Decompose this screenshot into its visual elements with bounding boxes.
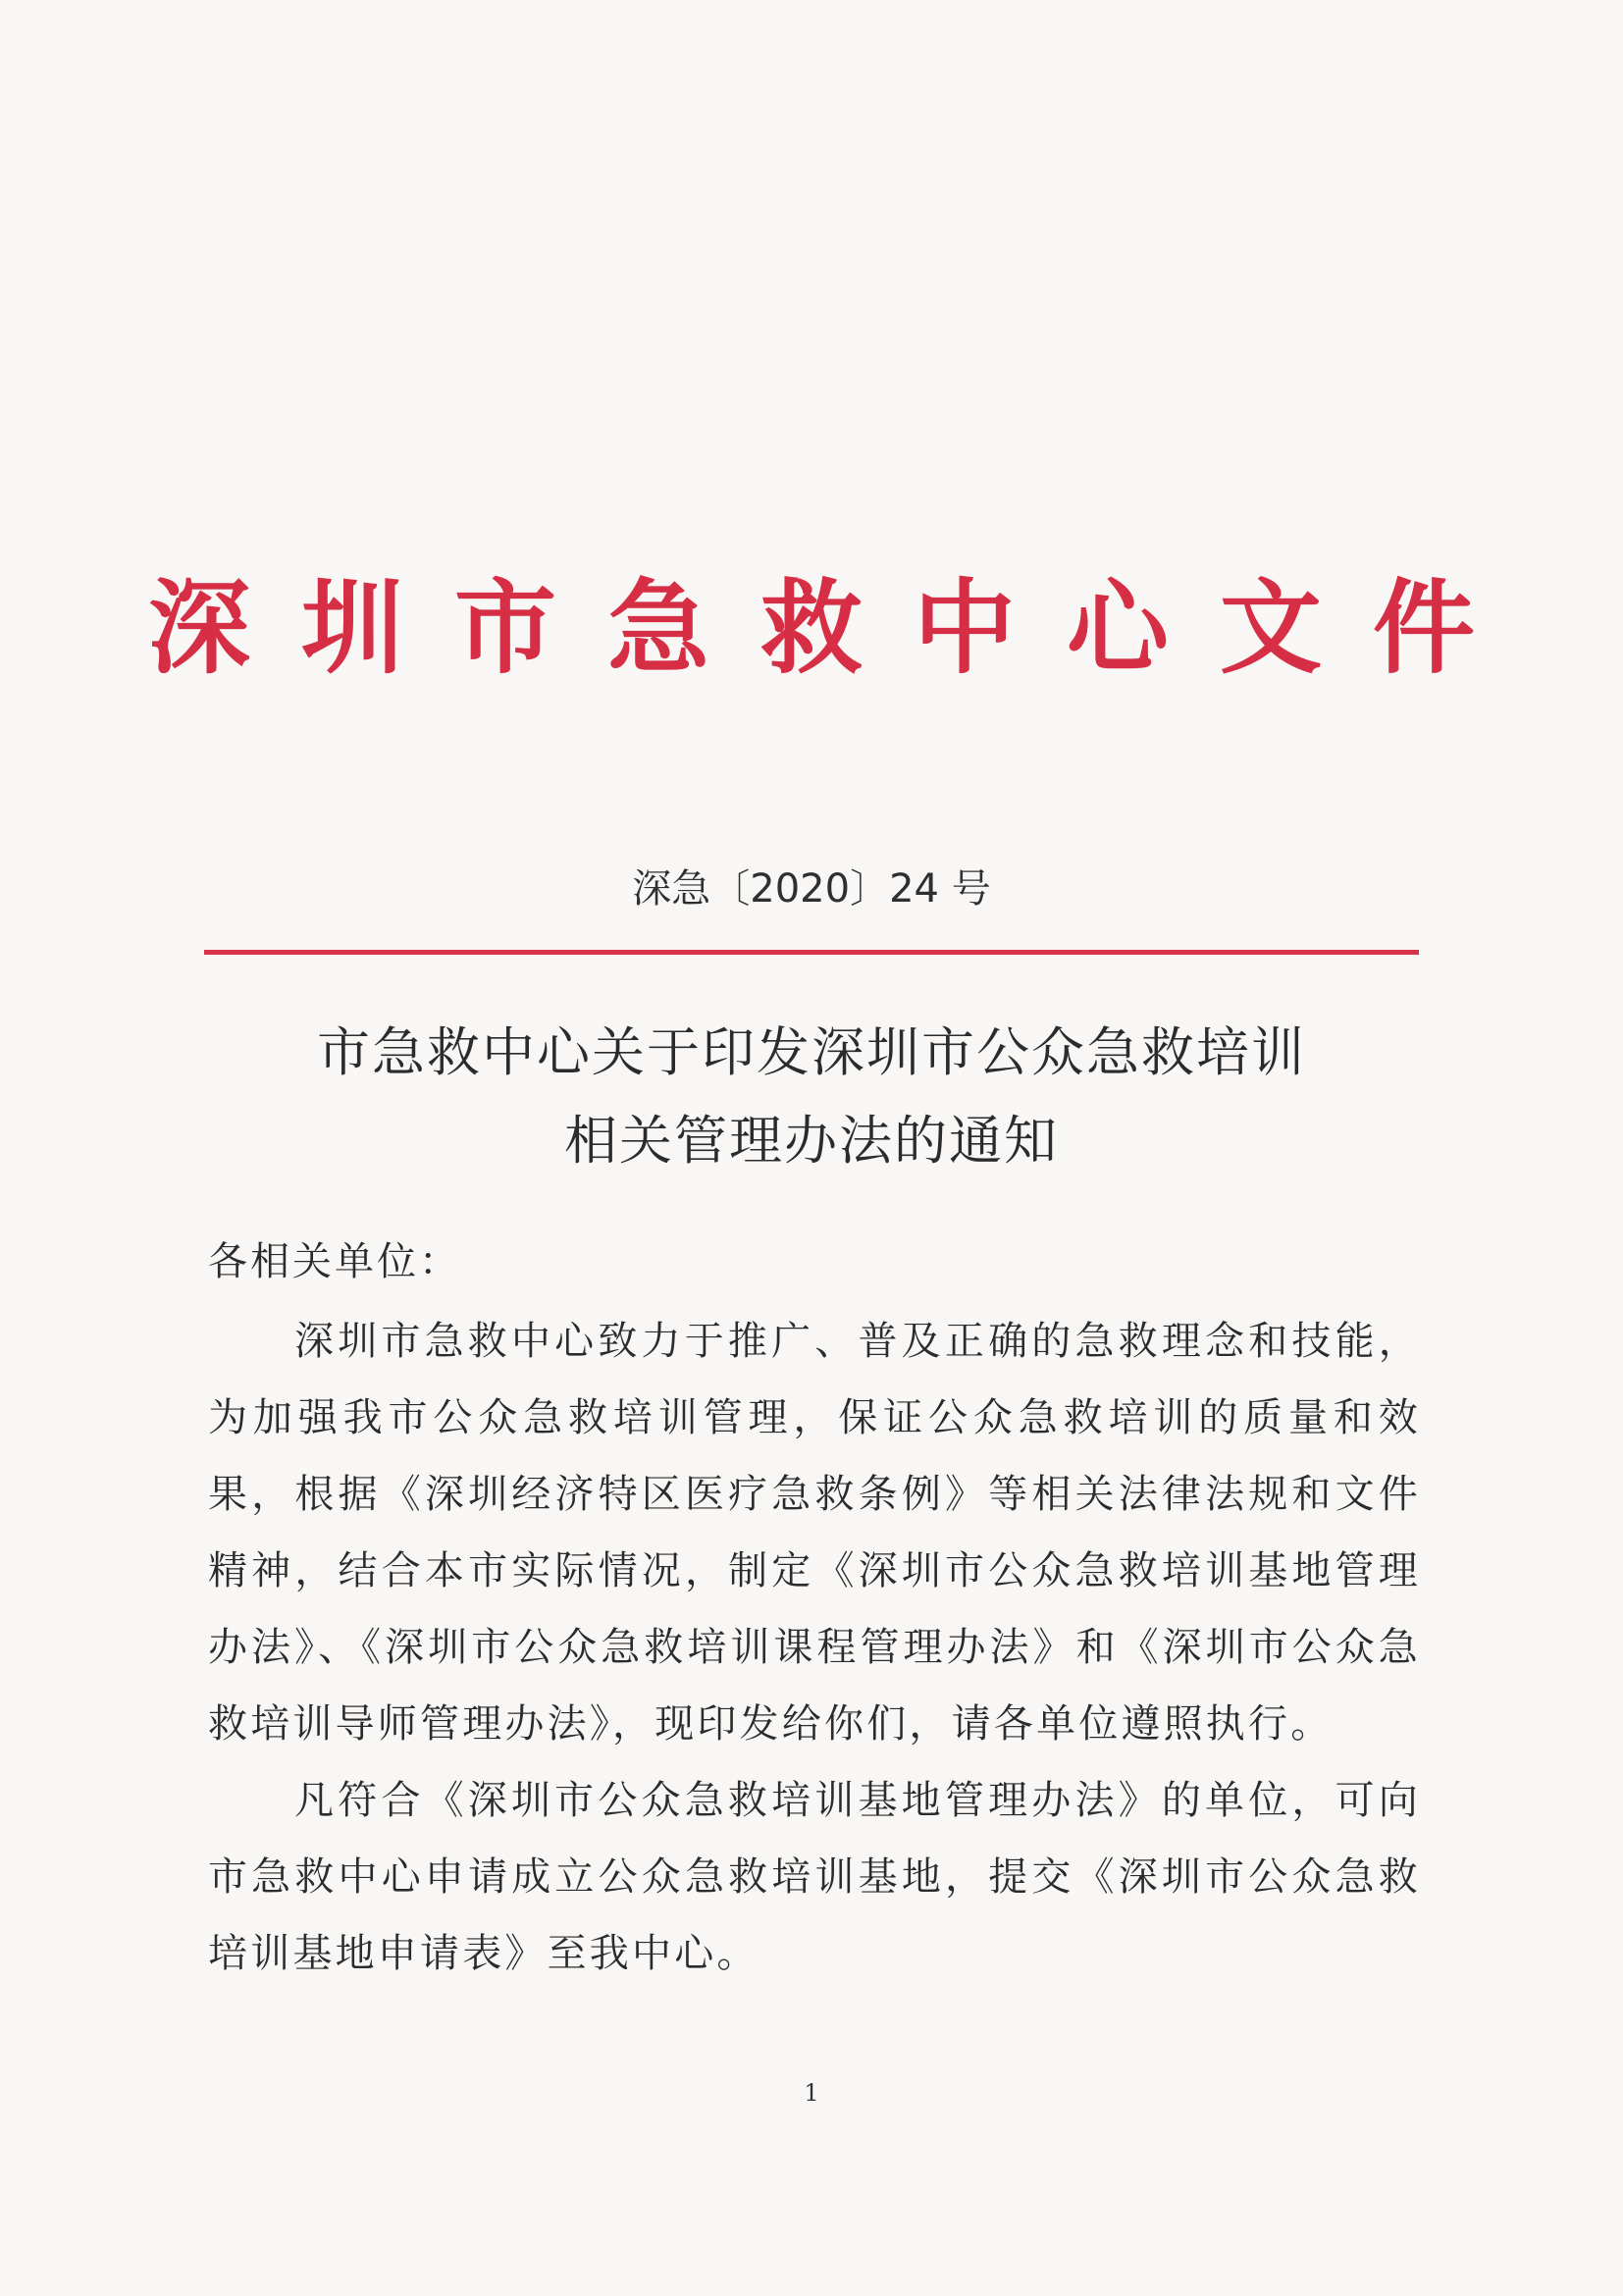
salutation: 各相关单位： (208, 1239, 461, 1284)
body-paragraph-1: 深圳市急救中心致力于推广、普及正确的急救理念和技能，为加强我市公众急救培训管理，保证公众急救培训的质量和效果，根据《深圳经济特区医疗急救条例》等相关法律法规和文件精神，结合本市实际情况，制定《深圳市公众急救培训基地管理办法》、《深圳市公众急救培训课程管理办法》和《深圳市公众急救培训导师管理办法》，现印发给你们，请各单位遵照执行。 (208, 1319, 1421, 1747)
document-title (0, 1009, 1623, 1185)
document-number: 深急〔2020〕24 号 (632, 866, 991, 912)
document-title-line-2: 相关管理办法的通知 (564, 1110, 1059, 1172)
page-number: 1 (804, 2079, 819, 2107)
document-title-line-1: 市急救中心关于印发深圳市公众急救培训 (317, 1021, 1306, 1083)
red-divider-line (204, 950, 1419, 955)
body-paragraph-2: 凡符合《深圳市公众急救培训基地管理办法》的单位，可向市急救中心申请成立公众急救培训基地，提交《深圳市公众急救培训基地申请表》至我中心。 (208, 1778, 1421, 1976)
letterhead-title: 深圳市急救中心文件 (147, 567, 1526, 688)
